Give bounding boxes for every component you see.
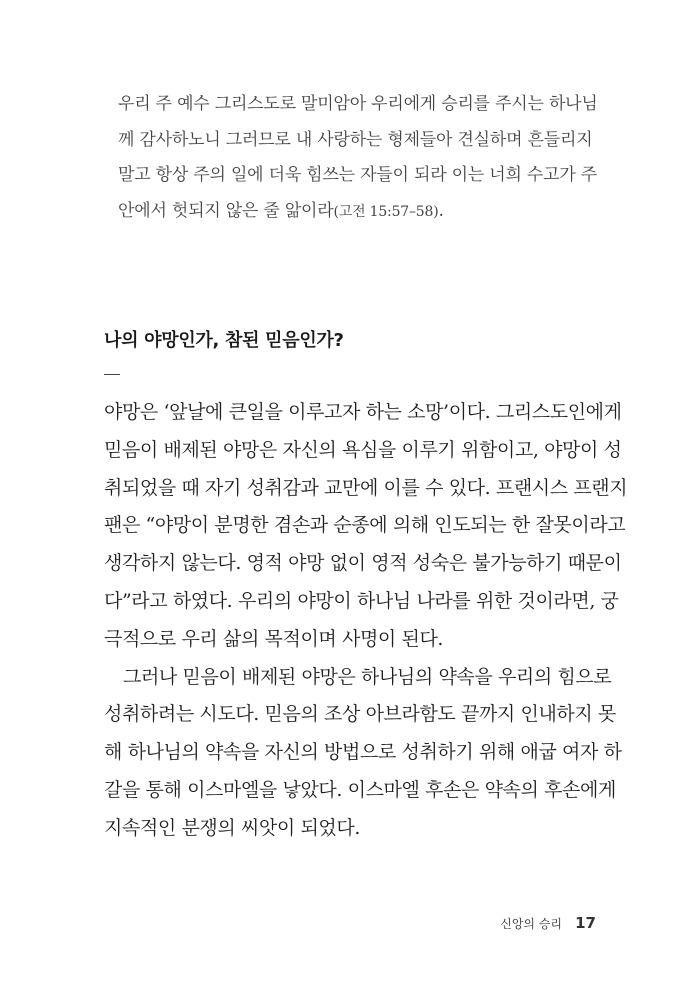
- body-line: 지속적인 분쟁의 씨앗이 되었다.: [104, 816, 360, 839]
- running-footer-title: 신앙의 승리: [500, 917, 563, 931]
- quote-line: 께 감사하노니 그러므로 내 사랑하는 형제들아 견실하며 흔들리지: [118, 129, 593, 150]
- body-line: 다”라고 하였다. 우리의 야망이 하나님 나라를 위한 것이라면, 궁: [104, 589, 619, 612]
- body-line: 그러나 믿음이 배제된 야망은 하나님의 약속을 우리의 힘으로: [123, 665, 612, 688]
- quote-citation: (고전 15:57–58): [333, 203, 439, 220]
- quote-line-text: 안에서 헛되지 않은 줄 앎이라: [118, 200, 334, 221]
- body-line: 해 하나님의 약속을 자신의 방법으로 성취하기 위해 애굽 여자 하: [104, 741, 622, 764]
- quote-line: [118, 199, 588, 235]
- body-line: 취되었을 때 자기 성취감과 교만에 이를 수 있다. 프랜시스 프랜지: [104, 476, 628, 499]
- body-line: 믿음이 배제된 야망은 자신의 욕심을 이루기 위함이고, 야망이 성: [104, 438, 622, 461]
- page-number: 17: [575, 914, 596, 932]
- body-line: 갈을 통해 이스마엘을 낳았다. 이스마엘 후손은 약속의 후손에게: [104, 778, 616, 801]
- heading-dash: [104, 374, 120, 375]
- body-line: 팬은 “야망이 분명한 겸손과 순종에 의해 인도되는 한 잘못이라고: [104, 514, 626, 537]
- body-line: 극적으로 우리 삶의 목적이며 사명이 된다.: [104, 627, 444, 650]
- quote-line: 우리 주 예수 그리스도로 말미암아 우리에게 승리를 주시는 하나님: [118, 94, 598, 114]
- body-line: 생각하지 않는다. 영적 야망 없이 영적 성숙은 불가능하기 때문이: [104, 552, 622, 575]
- quote-line: 말고 항상 주의 일에 더욱 힘쓰는 자들이 되라 이는 너희 수고가 주: [118, 165, 598, 185]
- body-text: [104, 398, 628, 852]
- body-line: 야망은 ‘앞날에 큰일을 이루고자 하는 소망’이다. 그리스도인에게: [104, 401, 622, 423]
- body-line: 성취하려는 시도다. 믿음의 조상 아브라함도 끝까지 인내하지 못: [104, 703, 616, 726]
- quote-end: .: [438, 200, 444, 221]
- section-heading: 나의 야망인가, 참된 믿음인가?: [104, 330, 344, 351]
- scripture-quote: [118, 92, 598, 234]
- page-footer: [500, 913, 596, 932]
